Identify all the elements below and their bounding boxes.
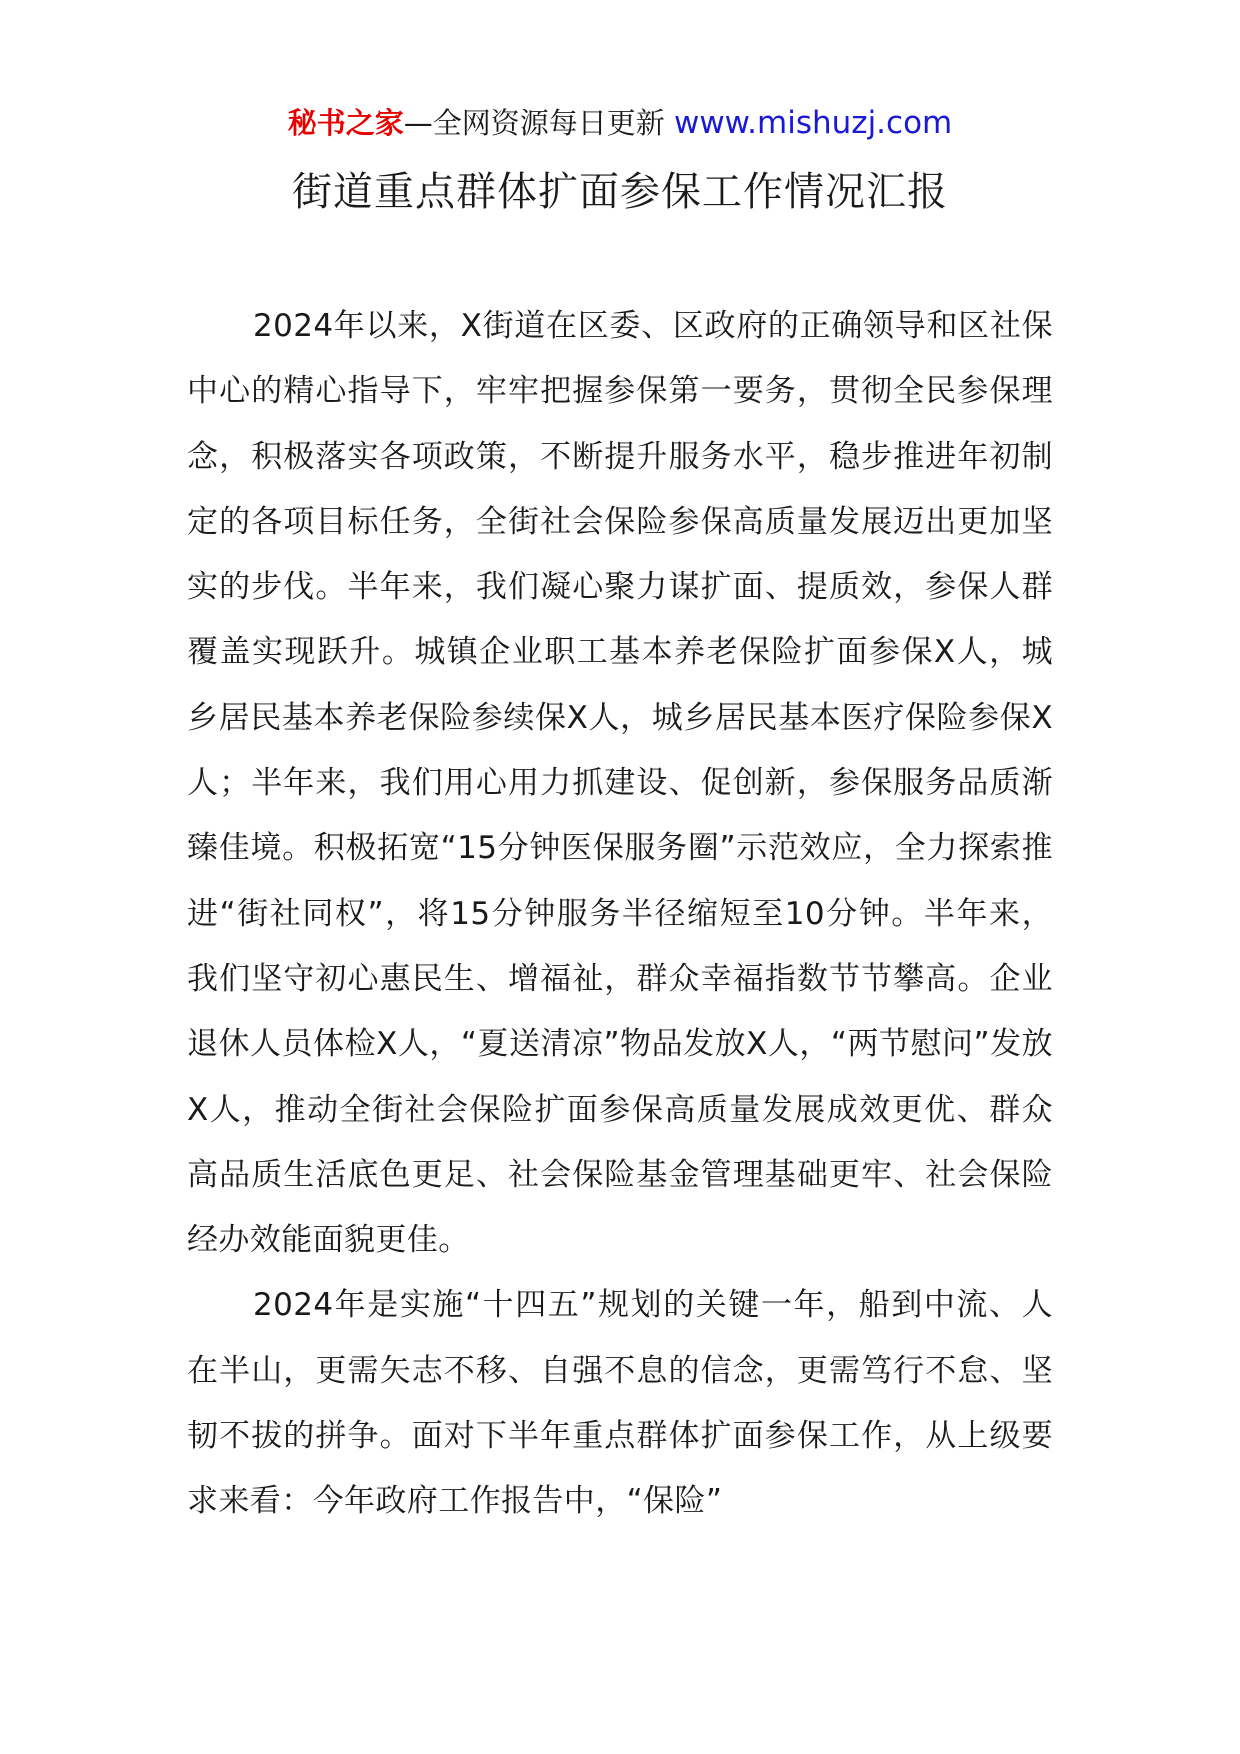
site-header <box>0 101 1240 145</box>
document-title: 街道重点群体扩面参保工作情况汇报 <box>292 169 948 215</box>
brand-name: 秘书之家 <box>287 106 404 140</box>
site-url-link[interactable]: www.mishuzj.com <box>673 105 953 141</box>
document-body <box>187 294 1053 1535</box>
header-slogan: —全网资源每日更新 <box>403 106 674 140</box>
paragraph-1: 2024年以来，X街道在区委、区政府的正确领导和区社保中心的精心指导下，牢牢把握参保第一要务，贯彻全民参保理念，积极落实各项政策，不断提升服务水平，稳步推进年初制定的各项目标任务，全街社会保险参保高质量发展迈出更加坚实的步伐。半年来，我们凝心聚力谋扩面、提质效，参保人群覆盖实现跃升。城镇企业职工基本养老保险扩面参保X人，城乡居民基本养老保险参续保X人，城乡居民基本医疗保险参保X人；半年来，我们用心用力抓建设、促创新，参保服务品质渐臻佳境。积极拓宽“15分钟医保服务圈”示范效应，全力探索推进“街社同权”，将15分钟服务半径缩短至10分钟。半年来，我们坚守初心惠民生、增福祉，群众幸福指数节节攀高。企业退休人员体检X人，“夏送清凉”物品发放X人，“两节慰问”发放X人，推动全街社会保险扩面参保高质量发展成效更优、群众高品质生活底色更足、社会保险基金管理基础更牢、社会保险经办效能面貌更佳。 <box>187 308 1053 1259</box>
paragraph-2: 2024年是实施“十四五”规划的关键一年，船到中流、人在半山，更需矢志不移、自强不息的信念，更需笃行不怠、坚韧不拔的拼争。面对下半年重点群体扩面参保工作，从上级要求来看：今年政府工作报告中，“保险” <box>187 1287 1053 1520</box>
